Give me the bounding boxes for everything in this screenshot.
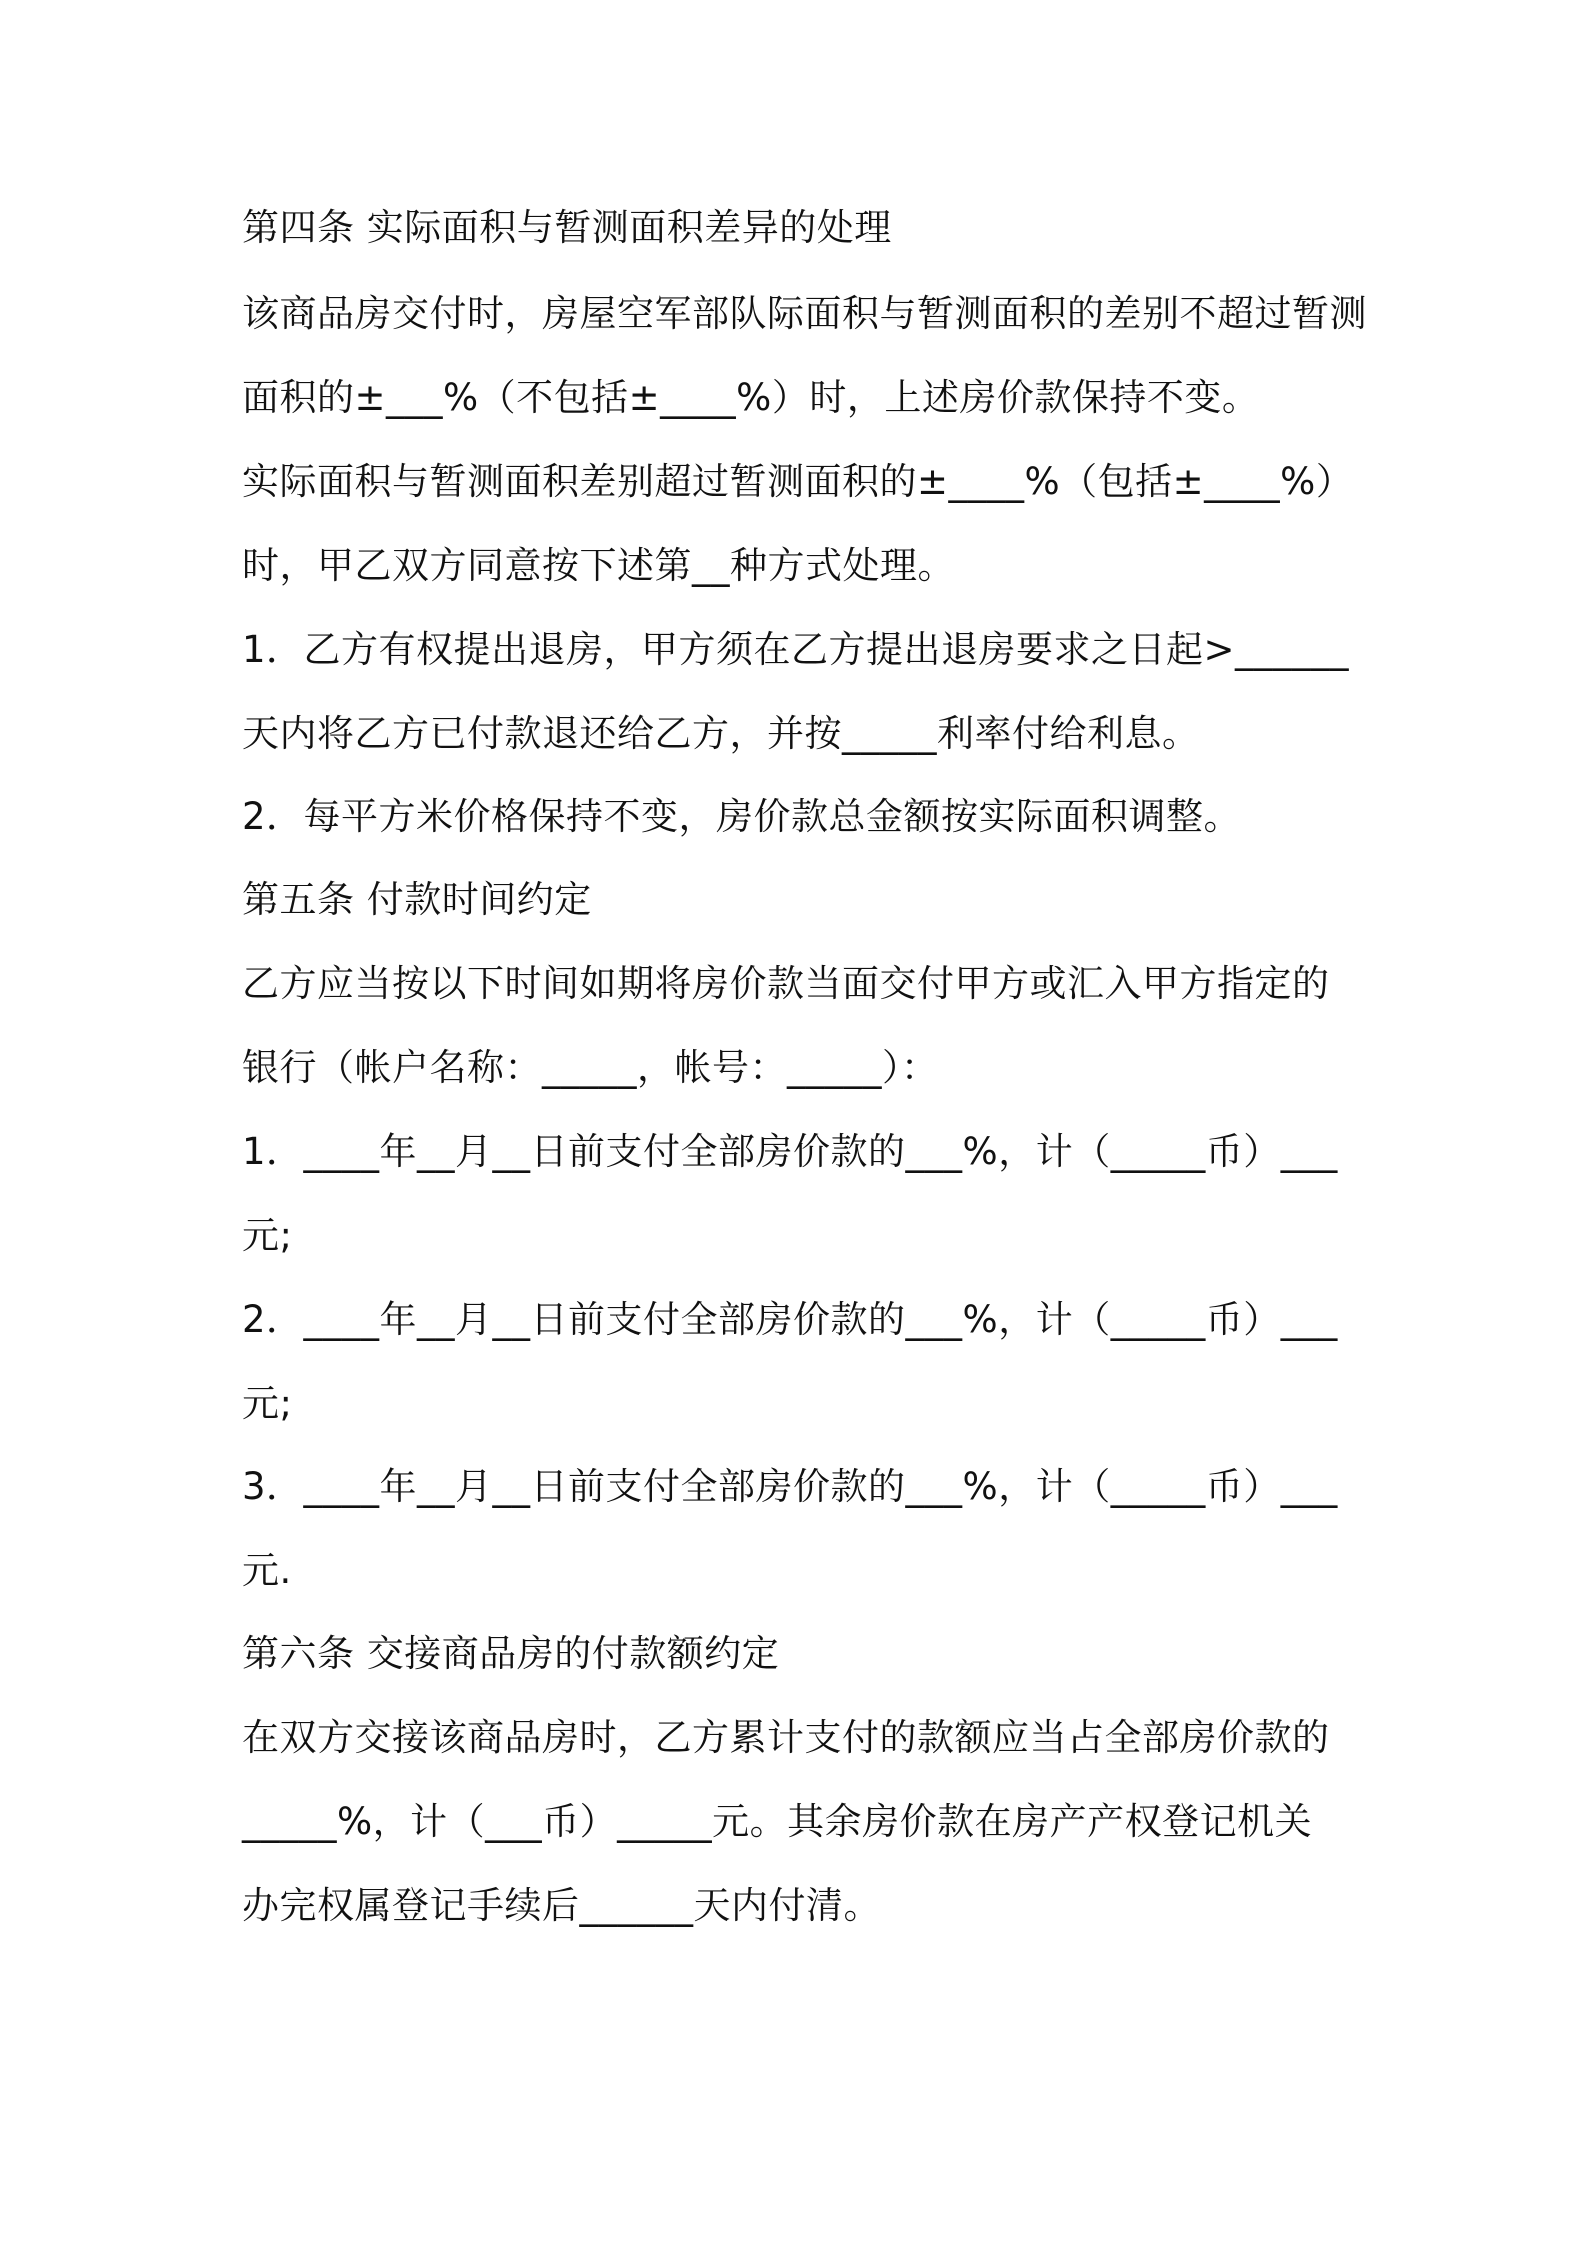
article-4-paragraph-line: 时，甲乙双方同意按下述第__种方式处理。 — [242, 544, 955, 587]
article-4-paragraph-line: 面积的±___%（不包括±____%）时，上述房价款保持不变。 — [242, 376, 1260, 419]
article-4-paragraph-line: 实际面积与暂测面积差别超过暂测面积的±____%（包括±____%） — [242, 460, 1354, 503]
payment-item-1-continued: 元; — [242, 1214, 293, 1257]
article-5-paragraph-line: 银行（帐户名称：_____，帐号：_____）： — [242, 1046, 939, 1089]
payment-item-3-continued: 元. — [242, 1549, 292, 1592]
payment-item-3: 3．____年__月__日前支付全部房价款的___%，计（_____币）___ — [242, 1465, 1338, 1508]
article-4-option-1: 1．乙方有权提出退房，甲方须在乙方提出退房要求之日起>______ — [242, 628, 1350, 671]
payment-item-2: 2．____年__月__日前支付全部房价款的___%，计（_____币）___ — [242, 1298, 1338, 1341]
article-5-paragraph-line: 乙方应当按以下时间如期将房价款当面交付甲方或汇入甲方指定的 — [242, 962, 1330, 1005]
payment-item-1: 1．____年__月__日前支付全部房价款的___%，计（_____币）___ — [242, 1130, 1338, 1173]
article-6-paragraph-line: _____%，计（___币）_____元。其余房价款在房产产权登记机关 — [242, 1800, 1313, 1843]
article-6-heading: 第六条 交接商品房的付款额约定 — [242, 1632, 780, 1675]
article-4-paragraph-line: 该商品房交付时，房屋空军部队际面积与暂测面积的差别不超过暂测 — [242, 292, 1367, 335]
article-4-option-2: 2．每平方米价格保持不变，房价款总金额按实际面积调整。 — [242, 795, 1242, 838]
article-4-option-1-continued: 天内将乙方已付款退还给乙方，并按_____利率付给利息。 — [242, 712, 1200, 755]
article-5-heading: 第五条 付款时间约定 — [242, 878, 592, 921]
article-6-paragraph-line: 办完权属登记手续后______天内付清。 — [242, 1884, 881, 1927]
payment-item-2-continued: 元; — [242, 1382, 293, 1425]
article-4-heading: 第四条 实际面积与暂测面积差异的处理 — [242, 206, 892, 249]
article-6-paragraph-line: 在双方交接该商品房时，乙方累计支付的款额应当占全部房价款的 — [242, 1716, 1330, 1759]
